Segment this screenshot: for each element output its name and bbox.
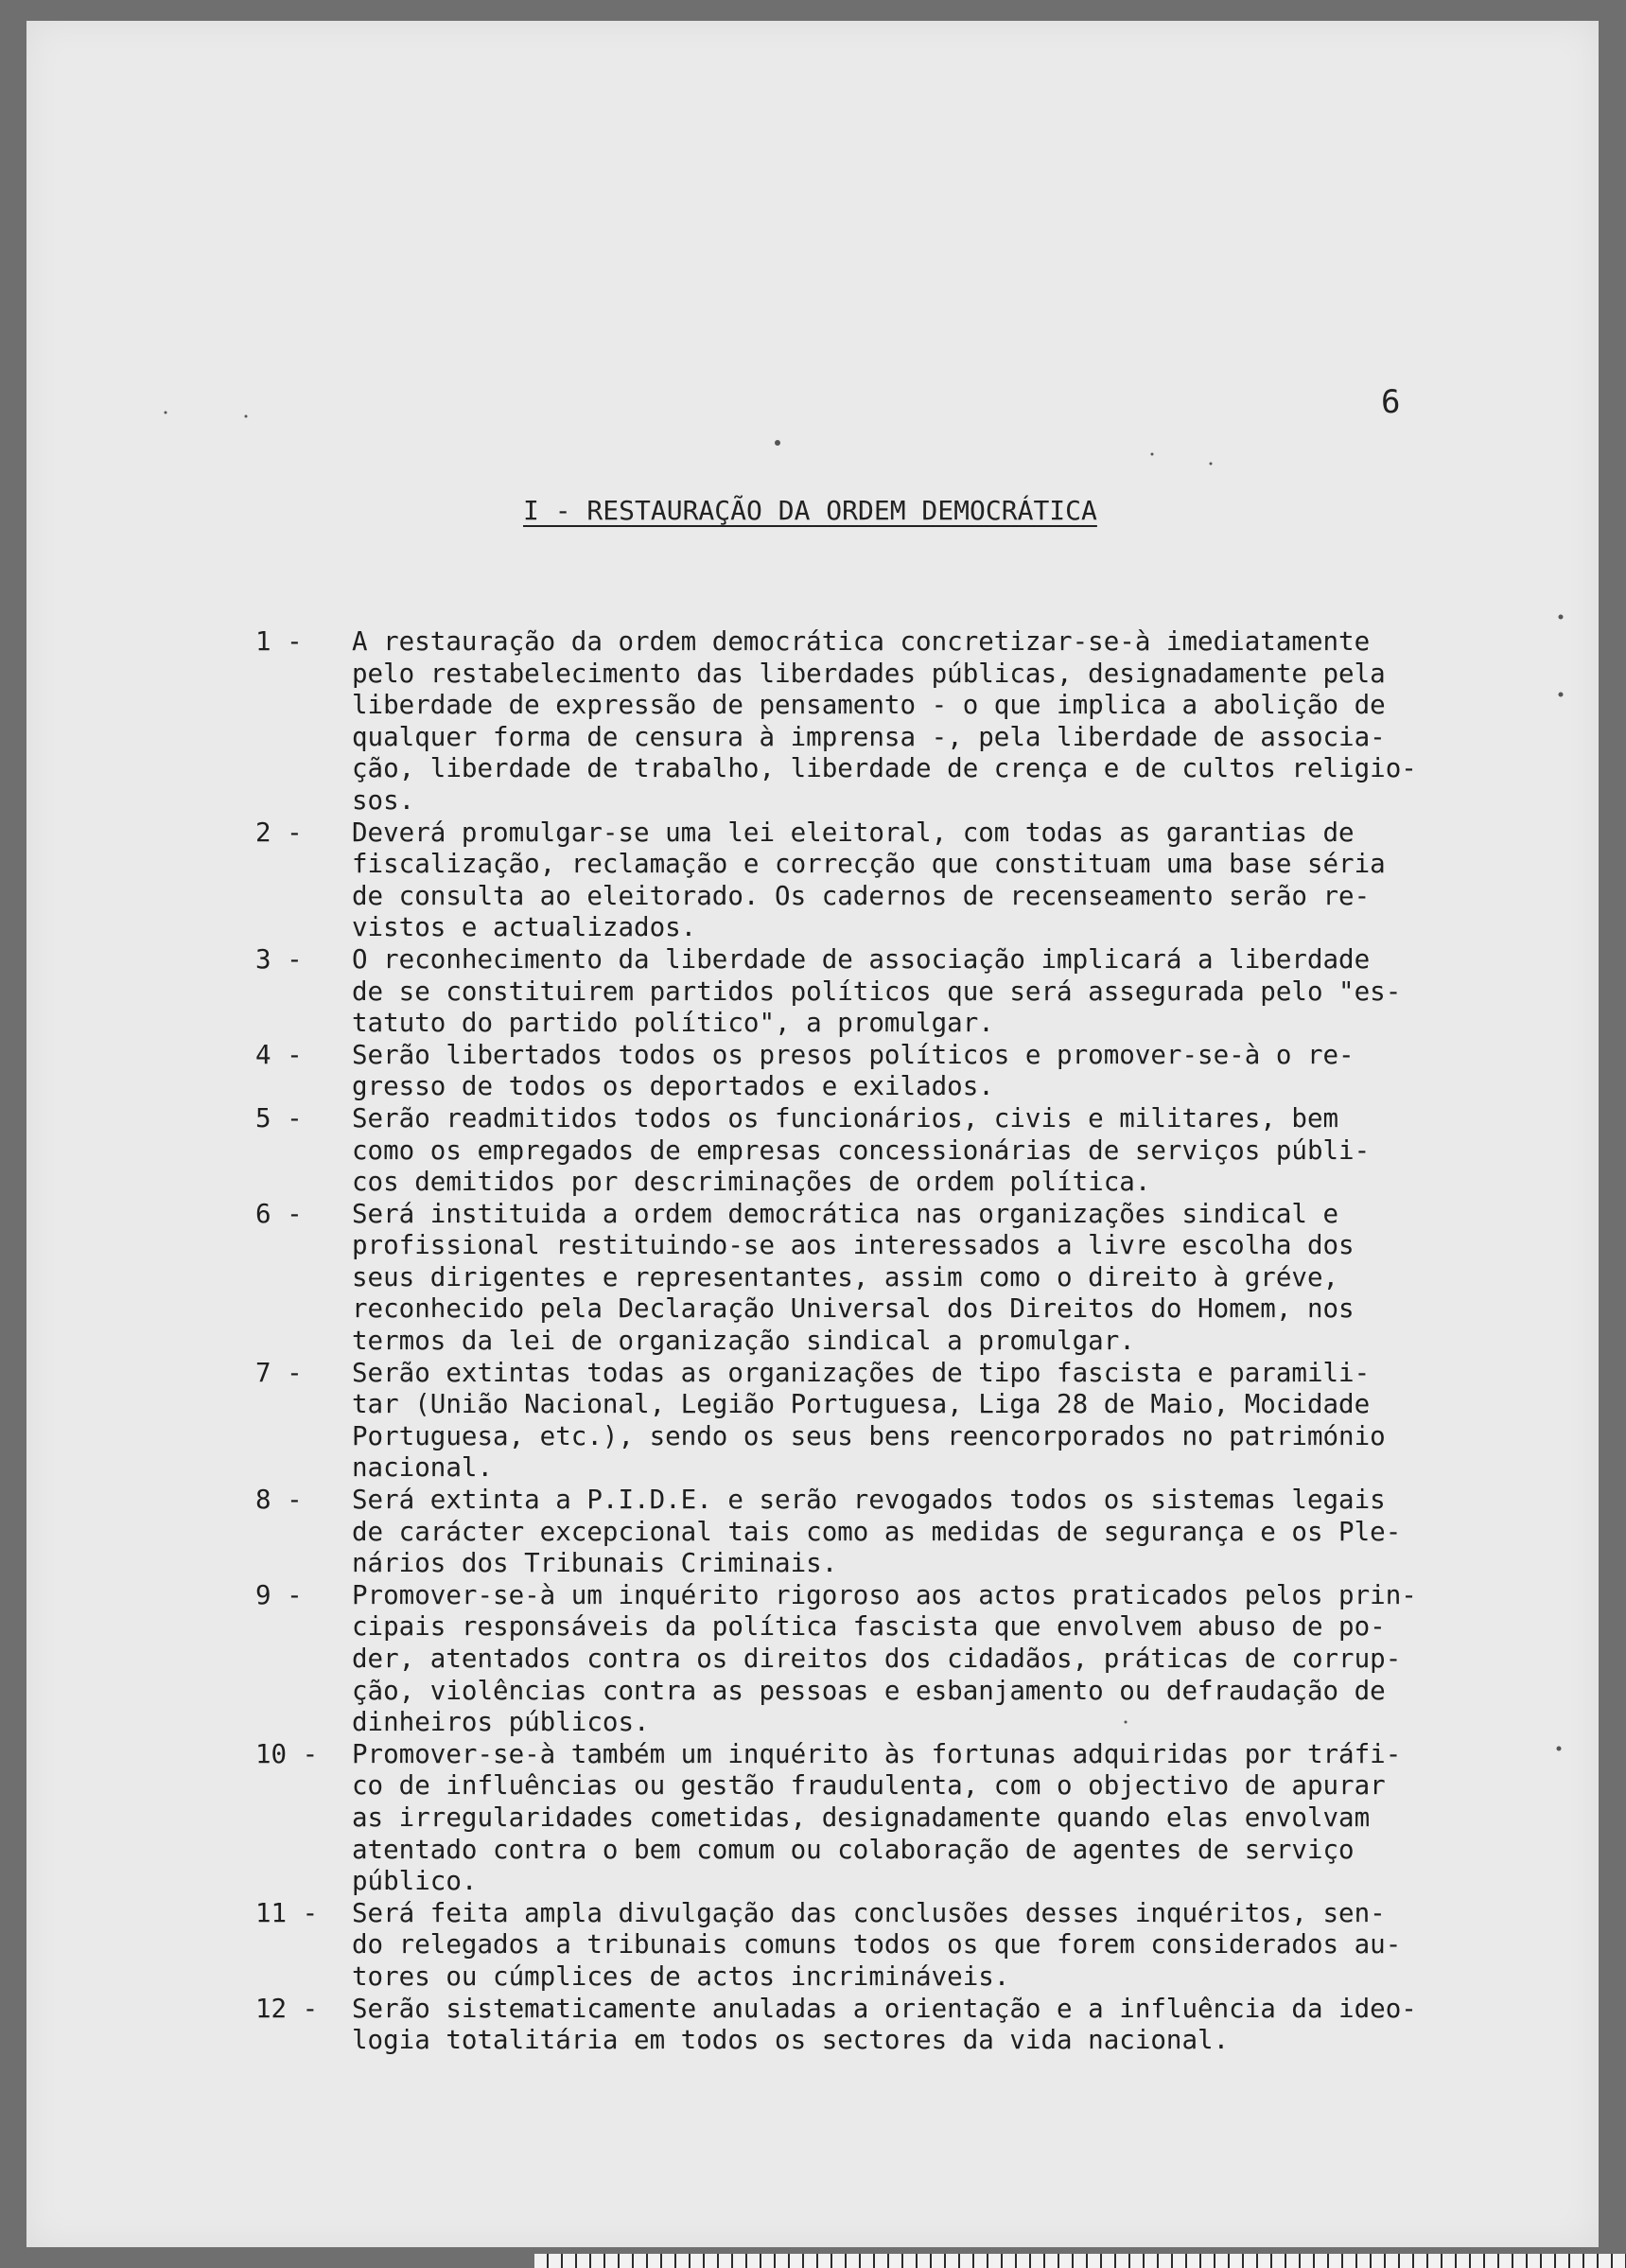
list-item [255, 1994, 1513, 2057]
item-number: 7 - [255, 1357, 303, 1388]
item-text: Serão readmitidos todos os funcionários, civis e militares, bem como os empregados de empresas concessionárias de serviços públi- cos demitidos por descriminações de ordem política. [352, 1102, 1371, 1198]
item-number: 6 - [255, 1198, 303, 1229]
item-text: Será feita ampla divulgação das conclusões desses inquéritos, sen- do relegados a tribunais comuns todos os que forem considerados au- tores ou cúmplices de actos incrimináveis. [352, 1897, 1402, 1992]
list-item [255, 1199, 1513, 1358]
item-text: Serão extintas todas as organizações de tipo fascista e paramili- tar (União Nacional, Legião Portuguesa, Liga 28 de Maio, Mocidade Portuguesa, etc.), sendo os seus bens reencorporados no património nacional. [352, 1357, 1386, 1484]
list-item [255, 818, 1513, 944]
item-number: 12 - [255, 1993, 319, 2024]
item-text: Promover-se-à um inquérito rigoroso aos actos praticados pelos prin- cipais responsáveis da política fascista que envolvem abuso de po- der, atentados contra os direitos dos cidadãos, práticas de corrup- ção, violências contra as pessoas e esbanjamento ou defraudação de dinheiros públicos. [352, 1579, 1417, 1738]
item-number: 4 - [255, 1039, 303, 1070]
item-number: 2 - [255, 817, 303, 848]
item-text: Serão sistematicamente anuladas a orientação e a influência da ideo- logia totalitária em todos os sectores da vida nacional. [352, 1993, 1417, 2056]
list-item [255, 1040, 1513, 1103]
list-item [255, 944, 1513, 1040]
item-number: 1 - [255, 626, 303, 657]
list-item [255, 1898, 1513, 1994]
list-item [255, 1739, 1513, 1898]
list-item [255, 1485, 1513, 1580]
item-text: A restauração da ordem democrática concretizar-se-à imediatamente pelo restabelecimento das liberdades públicas, designadamente pela liberdade de expressão de pensamento - o que implica a abolição de qualquer forma de censura à imprensa -, pela liberdade de associa- ção, liberdade de trabalho, liberdade de crença e de cultos religio- sos. [352, 626, 1417, 816]
list-item [255, 1580, 1513, 1739]
list-item [255, 1358, 1513, 1485]
item-text: Será extinta a P.I.D.E. e serão revogados todos os sistemas legais de carácter excepcional tais como as medidas de segurança e os Ple- nários dos Tribunais Criminais. [352, 1485, 1402, 1579]
item-number: 10 - [255, 1738, 319, 1769]
numbered-list [255, 626, 1513, 2057]
item-text: O reconhecimento da liberdade de associação implicará a liberdade de se constituirem partidos políticos que será assegurada pelo "es- tatuto do partido político", a promulgar. [352, 943, 1402, 1039]
item-text: Deverá promulgar-se uma lei eleitoral, com todas as garantias de fiscalização, reclamação e correcção que constituam uma base séria de consulta ao eleitorado. Os cadernos de recenseamento serão re- vistos e actualizados. [352, 817, 1386, 943]
item-number: 9 - [255, 1579, 303, 1610]
page-number: 6 [1381, 383, 1401, 421]
item-text: Será instituida a ordem democrática nas organizações sindical e profissional restituindo-se aos interessados a livre escolha dos seus dirigentes e representantes, assim como o direito à gréve, reconhecido pela Declaração Universal dos Direitos do Homem, nos termos da lei de organização sindical a promulgar. [352, 1198, 1355, 1357]
list-item [255, 1103, 1513, 1199]
scale-ruler [534, 2254, 1626, 2268]
item-number: 8 - [255, 1485, 303, 1516]
item-number: 5 - [255, 1102, 303, 1134]
item-number: 3 - [255, 943, 303, 975]
item-text: Serão libertados todos os presos políticos e promover-se-à o re- gresso de todos os deportados e exilados. [352, 1039, 1355, 1102]
list-item [255, 626, 1513, 818]
item-number: 11 - [255, 1897, 319, 1928]
item-text: Promover-se-à também um inquérito às fortunas adquiridas por tráfi- co de influências ou gestão fraudulenta, com o objectivo de apurar as irregularidades cometidas, designadamente quando elas envolvam atentado contra o bem comum ou colaboração de agentes de serviço público. [352, 1738, 1402, 1897]
page-title: I - RESTAURAÇÃO DA ORDEM DEMOCRÁTICA [523, 495, 1097, 526]
